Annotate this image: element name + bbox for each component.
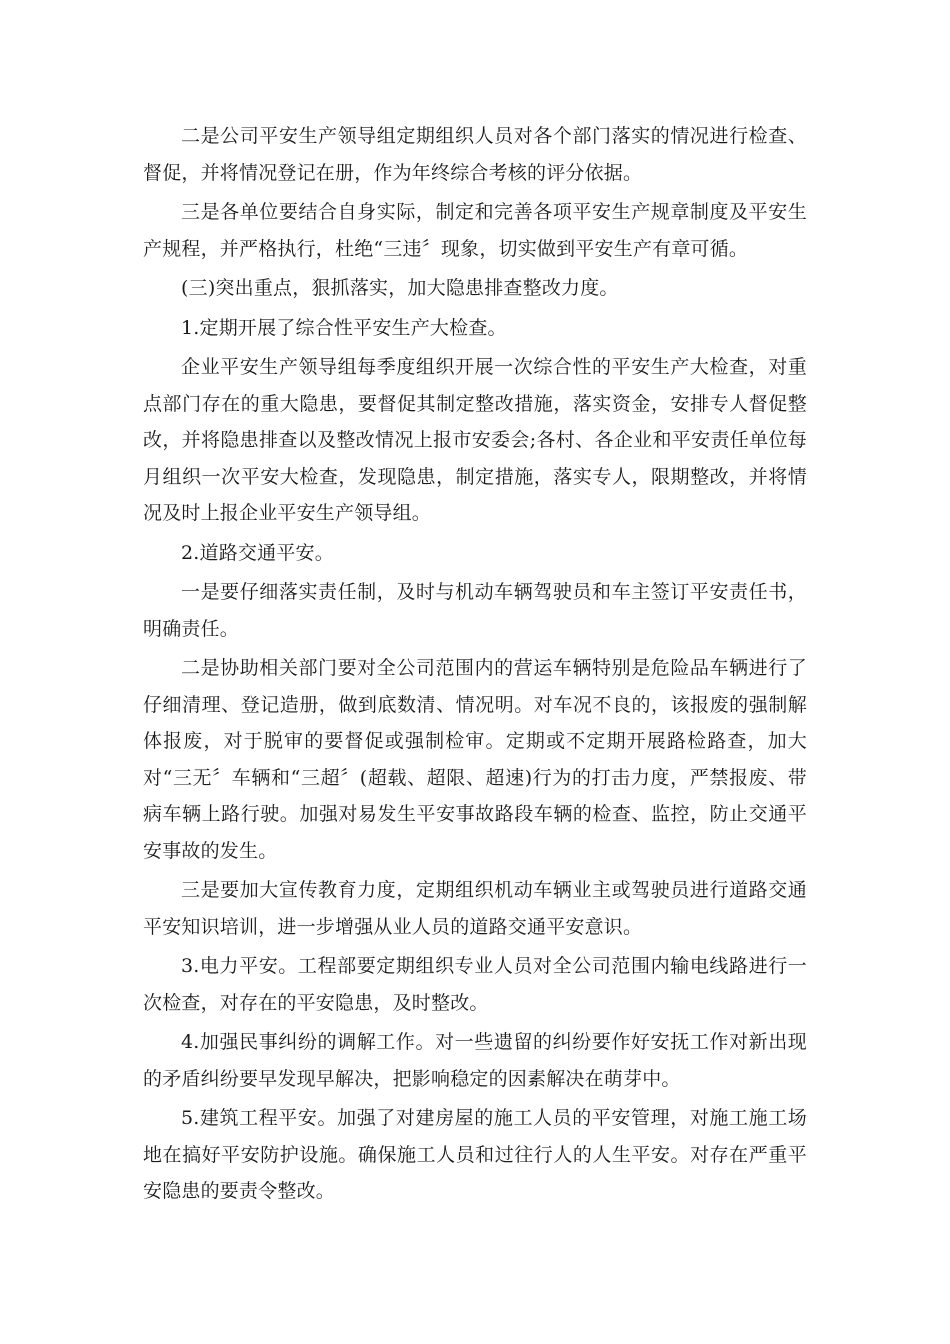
paragraph-safety-training: 三是要加大宣传教育力度，定期组织机动车辆业主或驾驶员进行道路交通平安知识培训，进一步增强从业人员的道路交通平安意识。 bbox=[143, 879, 807, 938]
paragraph-vehicle-cleanup: 二是协助相关部门要对全公司范围内的营运车辆特别是危险品车辆进行了仔细清理、登记造册，做到底数清、情况明。对车况不良的，该报废的强制解体报废，对于脱审的要督促或强制检审。定期或不定期开展路检路查，加大对“三无〞车辆和“三超〞(超载、超限、超速)行为的打击力度，严禁报废、带病车辆上路行驶。加强对易发生平安事故路段车辆的检查、监控，防止交通平安事故的发生。 bbox=[143, 657, 807, 862]
item-heading-comprehensive-inspection: 1.定期开展了综合性平安生产大检查。 bbox=[181, 316, 507, 339]
paragraph-safety-rules: 三是各单位要结合自身实际，制定和完善各项平安生产规章制度及平安生产规程，并严格执行，杜绝“三违〞现象，切实做到平安生产有章可循。 bbox=[143, 201, 807, 260]
paragraph-power-safety: 3.电力平安。工程部要定期组织专业人员对全公司范围内输电线路进行一次检查，对存在的平安隐患，及时整改。 bbox=[143, 955, 807, 1014]
item-heading-road-traffic: 2.道路交通平安。 bbox=[181, 541, 334, 564]
paragraph-responsibility-system: 一是要仔细落实责任制，及时与机动车辆驾驶员和车主签订平安责任书，明确责任。 bbox=[143, 581, 807, 640]
paragraph-quarterly-inspection: 企业平安生产领导组每季度组织开展一次综合性的平安生产大检查，对重点部门存在的重大隐患，要督促其制定整改措施，落实资金，安排专人督促整改，并将隐患排查以及整改情况上报市安委会;各村、各企业和平安责任单位每月组织一次平安大检查，发现隐患，制定措施，落实专人，限期整改，并将情况及时上报企业平安生产领导组。 bbox=[143, 356, 807, 524]
document-body bbox=[143, 118, 807, 1213]
section-heading-hazard-rectification: (三)突出重点，狠抓落实，加大隐患排查整改力度。 bbox=[181, 277, 619, 299]
paragraph-construction-safety: 5.建筑工程平安。加强了对建房屋的施工人员的平安管理，对施工施工场地在搞好平安防护设施。确保施工人员和过往行人的人生平安。对存在严重平安隐患的要责令整改。 bbox=[143, 1107, 807, 1202]
paragraph-dispute-mediation: 4.加强民事纠纷的调解工作。对一些遗留的纠纷要作好安抚工作对新出现的矛盾纠纷要早发现早解决，把影响稳定的因素解决在萌芽中。 bbox=[143, 1031, 807, 1090]
paragraph-inspection-supervision: 二是公司平安生产领导组定期组织人员对各个部门落实的情况进行检查、督促，并将情况登记在册，作为年终综合考核的评分依据。 bbox=[143, 125, 807, 184]
